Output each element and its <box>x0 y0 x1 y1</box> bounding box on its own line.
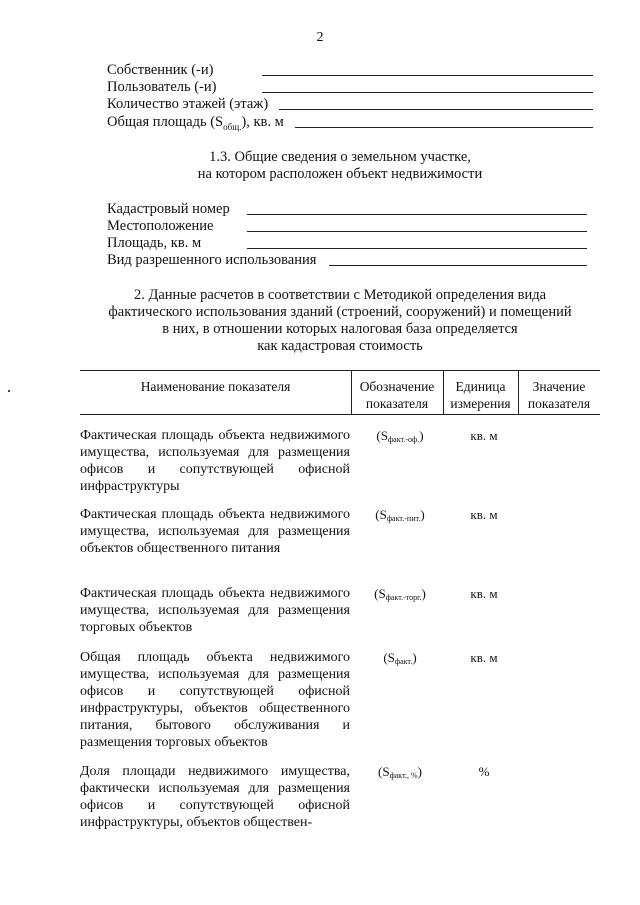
scan-mark <box>8 390 10 392</box>
indicator-name: Фактическая площадь объекта недвижимого имущества, используемая для размещения офисов и сопутствующей офисной инфраструктуры <box>80 428 350 494</box>
header-unit: Единица измерения <box>450 379 511 411</box>
field-label: Количество этажей (этаж) <box>107 96 269 112</box>
field-underline <box>247 248 587 249</box>
field-underline <box>295 127 593 128</box>
indicator-unit: кв. м <box>470 507 498 522</box>
indicator-name: Общая площадь объекта недвижимого имущества, используемая для размещения офисов и сопутствующей офисной инфраструктуры, объектов общественного питания, бытового обслуживания и размещения торговых объектов <box>80 650 350 750</box>
indicator-name: Доля площади недвижимого имущества, фактически используемая для размещения офисов и сопутствующей офисной инфраструктуры, объектов обществен- <box>80 764 350 830</box>
indicator-name: Фактическая площадь объекта недвижимого имущества, используемая для размещения торговых объектов <box>80 586 350 635</box>
indicator-designation: $(S_{факт.-торг.})$ <box>374 586 426 602</box>
header-designation: Обозначение показателя <box>359 379 435 411</box>
indicator-designation: $(S_{факт., \%})$ <box>378 764 422 780</box>
user-field[interactable] <box>107 78 593 96</box>
field-underline <box>247 231 587 232</box>
owner-field[interactable] <box>107 61 593 79</box>
field-label: Местоположение <box>107 218 214 234</box>
indicator-designation: $(S_{факт.-оф.})$ <box>376 428 424 444</box>
header-name: Наименование показателя <box>140 379 291 394</box>
indicator-name: Фактическая площадь объекта недвижимого имущества, используемая для размещения объектов общественного питания <box>80 507 350 556</box>
field-underline <box>262 92 593 93</box>
field-label: Вид разрешенного использования <box>107 252 317 268</box>
field-underline <box>262 75 593 76</box>
permitted-use-field[interactable] <box>107 251 587 269</box>
indicators-table <box>80 370 600 905</box>
field-label: Пользователь (-и) <box>107 79 217 95</box>
indicator-designation: $(S_{факт.-пит.})$ <box>375 507 425 523</box>
header-value: Значение показателя <box>527 379 591 411</box>
total-area-field[interactable] <box>107 113 593 131</box>
field-label: Собственник (-и) <box>107 62 214 78</box>
indicator-unit: кв. м <box>470 586 498 601</box>
indicator-unit: % <box>478 764 490 779</box>
page-number: 2 <box>316 30 324 45</box>
land-area-field[interactable] <box>107 234 587 252</box>
location-field[interactable] <box>107 217 587 235</box>
field-underline <box>329 265 587 266</box>
table-top-border <box>80 370 600 371</box>
cadastral-number-field[interactable] <box>107 200 587 218</box>
field-underline <box>247 214 587 215</box>
table-header-border <box>80 414 600 415</box>
calc-section-heading: 2. Данные расчетов в соответствии с Методикой определения вида фактического использования зданий (строений, сооружений) и помещений в них, в отношении которых налоговая база определяется как кадастровая стоимость <box>108 287 572 354</box>
field-label: Кадастровый номер <box>107 201 230 217</box>
floors-field[interactable] <box>107 95 593 113</box>
indicator-unit: кв. м <box>470 650 498 665</box>
land-section-heading: 1.3. Общие сведения о земельном участке, на котором расположен объект недвижимости <box>197 149 483 182</box>
field-underline <box>279 109 593 110</box>
field-label: Площадь, кв. м <box>107 235 202 251</box>
indicator-unit: кв. м <box>470 428 498 443</box>
field-label: Общая площадь $(S_{общ.})$, кв. м <box>107 114 284 132</box>
indicator-designation: $(S_{факт.})$ <box>383 650 417 666</box>
